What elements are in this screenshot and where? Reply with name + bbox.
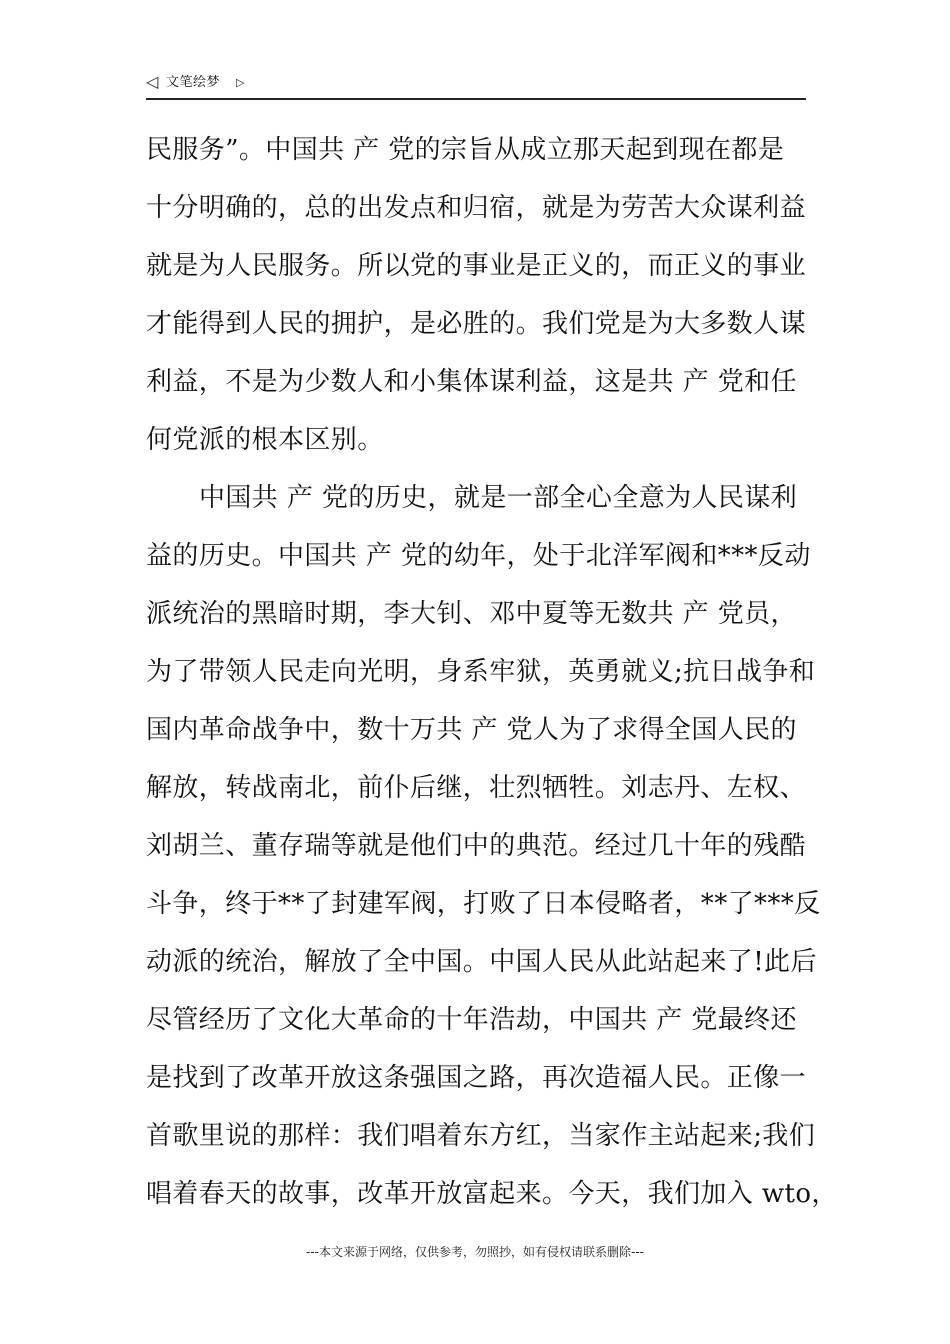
triangle-right-icon: ▷: [236, 76, 245, 89]
paragraph-first-line: 中国共 产 党的历史，就是一部全心全意为人民谋利: [199, 483, 798, 513]
body-line: 唱着春天的故事，改革开放富起来。今天，我们加入 wto，: [146, 1179, 838, 1209]
body-line: 利益，不是为少数人和小集体谋利益，这是共 产 党和任: [146, 367, 797, 397]
body-line: 民服务”。中国共 产 党的宗旨从成立那天起到现在都是: [146, 135, 785, 165]
body-line: 国内革命战争中，数十万共 产 党人为了求得全国人民的: [146, 715, 797, 745]
body-line: 是找到了改革开放这条强国之路，再次造福人民。正像一: [146, 1063, 807, 1093]
body-line: 何党派的根本区别。: [146, 425, 384, 455]
body-line: 刘胡兰、董存瑞等就是他们中的典范。经过几十年的残酷: [146, 831, 807, 861]
triangle-left-icon: ◁: [146, 72, 159, 91]
footer-disclaimer: ---本文来源于网络，仅供参考，勿照抄，如有侵权请联系删除---: [306, 1245, 644, 1259]
body-line: 尽管经历了文化大革命的十年浩劫，中国共 产 党最终还: [146, 1005, 797, 1035]
page-header: [146, 70, 806, 100]
body-line: 十分明确的，总的出发点和归宿，就是为劳苦大众谋利益: [146, 193, 807, 223]
body-line: 益的历史。中国共 产 党的幼年，处于北洋军阀和***反动: [146, 541, 811, 571]
body-line: 就是为人民服务。所以党的事业是正义的，而正义的事业: [146, 251, 807, 281]
body-line: 派统治的黑暗时期，李大钊、邓中夏等无数共 产 党员，: [146, 599, 797, 629]
body-line: 解放，转战南北，前仆后继，壮烈牺牲。刘志丹、左权、: [146, 773, 807, 803]
body-line: 斗争，终于**了封建军阀，打败了日本侵略者，**了***反: [146, 889, 821, 919]
body-line: 为了带领人民走向光明，身系牢狱，英勇就义;抗日战争和: [146, 657, 816, 687]
body-line: 才能得到人民的拥护，是必胜的。我们党是为大多数人谋: [146, 309, 807, 339]
header-title: 文笔绘梦: [166, 75, 221, 90]
body-line: 动派的统治，解放了全中国。中国人民从此站起来了!此后: [146, 947, 817, 977]
body-line: 首歌里说的那样：我们唱着东方红，当家作主站起来;我们: [146, 1121, 816, 1151]
